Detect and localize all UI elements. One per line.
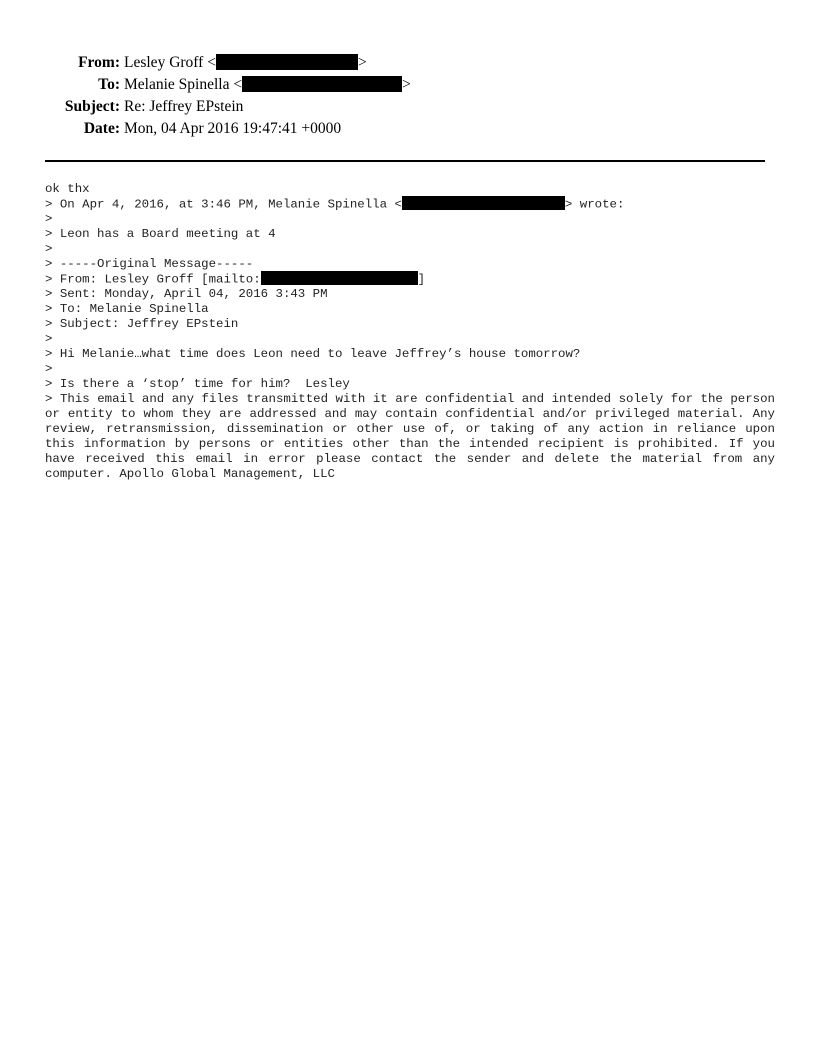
redaction-bar <box>242 76 402 92</box>
hi-line: > Hi Melanie…what time does Leon need to leave Jeffrey’s house tomorrow? <box>45 347 581 361</box>
redaction-bar <box>216 54 358 70</box>
from-label: From: <box>78 54 120 71</box>
orig-from-prefix: > From: Lesley Groff [mailto: <box>45 272 261 287</box>
stop-line: > Is there a ‘stop’ time for him? Lesley <box>45 377 350 391</box>
orig-sent-line: > Sent: Monday, April 04, 2016 3:43 PM <box>45 287 328 301</box>
to-value <box>124 74 411 96</box>
redaction-bar <box>402 196 565 210</box>
email-body <box>45 182 775 482</box>
from-close-bracket: > <box>357 54 367 71</box>
to-name: Melanie Spinella <box>124 76 230 93</box>
from-row <box>0 52 816 74</box>
quote-intro <box>45 197 775 212</box>
from-value <box>124 52 367 74</box>
to-label: To: <box>98 76 120 93</box>
quote-blank-line: > <box>45 332 53 346</box>
orig-from-line <box>45 272 775 287</box>
to-close-bracket: > <box>402 76 411 93</box>
original-message-marker: > -----Original Message----- <box>45 257 254 271</box>
date-label: Date: <box>83 120 120 137</box>
email-header <box>0 52 816 140</box>
quote-intro-prefix: > On Apr 4, 2016, at 3:46 PM, Melanie Spinella < <box>45 197 402 212</box>
orig-from-suffix: ] <box>417 272 426 287</box>
quote-blank-line: > <box>45 242 53 256</box>
disclaimer-text: > This email and any files transmitted with it are confidential and intended solely for the person or entity to whom they are addressed and may contain confidential and/or privileged material. Any review, retransmission, dissemination or other use of, or taking of any action in reliance upon this information by persons or entities other than the intended recipient is prohibited. If you have received this email in error please contact the sender and delete the material from any computer. Apollo Global Management, LLC <box>45 392 775 481</box>
header-divider <box>45 160 765 162</box>
to-row <box>0 74 816 96</box>
from-name: Lesley Groff <box>124 54 204 71</box>
reply-text: ok thx <box>45 182 90 196</box>
from-open-bracket: < <box>207 54 216 71</box>
subject-label: Subject: <box>64 98 120 115</box>
subject-value: Re: Jeffrey EPstein <box>124 98 244 115</box>
redaction-bar <box>261 271 418 285</box>
subject-row <box>0 96 816 118</box>
date-row <box>0 118 816 140</box>
orig-to-line: > To: Melanie Spinella <box>45 302 209 316</box>
quote-intro-suffix: > wrote: <box>564 197 625 212</box>
orig-subject-line: > Subject: Jeffrey EPstein <box>45 317 239 331</box>
quote-blank-line: > <box>45 362 53 376</box>
to-open-bracket: < <box>233 76 243 93</box>
quote-blank-line: > <box>45 212 53 226</box>
leon-line: > Leon has a Board meeting at 4 <box>45 227 276 241</box>
date-value: Mon, 04 Apr 2016 19:47:41 +0000 <box>124 120 342 137</box>
